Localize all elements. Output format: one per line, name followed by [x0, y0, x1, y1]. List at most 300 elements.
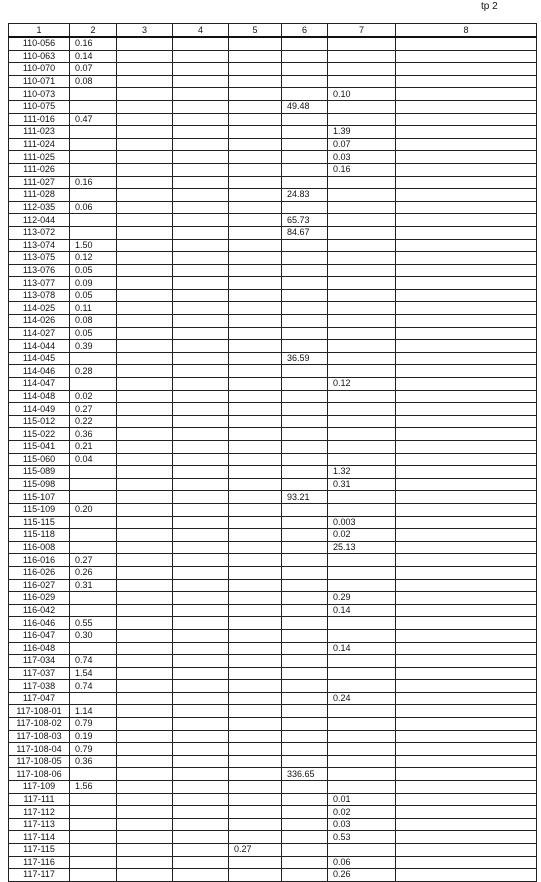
- cell-col-4: [173, 768, 229, 781]
- cell-col-7: 1.39: [328, 126, 396, 139]
- cell-col-8: [396, 844, 537, 857]
- cell-code: 115-098: [9, 478, 70, 491]
- cell-col-4: [173, 352, 229, 365]
- cell-col-6: [282, 378, 328, 391]
- cell-col-3: [117, 302, 173, 315]
- cell-col-6: [282, 579, 328, 592]
- cell-col-4: [173, 856, 229, 869]
- cell-col-8: [396, 415, 537, 428]
- cell-col-6: [282, 403, 328, 416]
- cell-col-3: [117, 680, 173, 693]
- cell-col-6: [282, 113, 328, 126]
- cell-col-8: [396, 781, 537, 794]
- cell-col-8: [396, 718, 537, 731]
- cell-col-7: [328, 37, 396, 50]
- cell-col-2: 0.08: [70, 75, 117, 88]
- table-row: [9, 604, 537, 617]
- table-row: [9, 529, 537, 542]
- cell-col-8: [396, 705, 537, 718]
- cell-col-6: [282, 806, 328, 819]
- cell-col-3: [117, 768, 173, 781]
- table-row: [9, 50, 537, 63]
- cell-col-8: [396, 37, 537, 50]
- table-row: [9, 743, 537, 756]
- cell-col-6: [282, 856, 328, 869]
- cell-code: 111-024: [9, 138, 70, 151]
- table-row: [9, 189, 537, 202]
- cell-col-7: 0.14: [328, 604, 396, 617]
- cell-col-2: 0.47: [70, 113, 117, 126]
- cell-col-6: [282, 63, 328, 76]
- cell-col-5: [229, 869, 282, 882]
- cell-code: 117-047: [9, 692, 70, 705]
- cell-col-5: [229, 239, 282, 252]
- cell-col-4: [173, 176, 229, 189]
- cell-col-2: 0.74: [70, 655, 117, 668]
- table-row: [9, 176, 537, 189]
- cell-col-4: [173, 806, 229, 819]
- cell-col-7: [328, 629, 396, 642]
- cell-col-3: [117, 37, 173, 50]
- cell-col-7: 0.02: [328, 806, 396, 819]
- table-row: [9, 201, 537, 214]
- table-row: [9, 516, 537, 529]
- cell-col-5: [229, 566, 282, 579]
- cell-code: 117-037: [9, 667, 70, 680]
- table-row: [9, 503, 537, 516]
- cell-code: 113-078: [9, 289, 70, 302]
- table-row: [9, 352, 537, 365]
- cell-col-4: [173, 579, 229, 592]
- cell-code: 110-056: [9, 37, 70, 50]
- cell-col-5: [229, 226, 282, 239]
- data-table: [8, 23, 537, 882]
- cell-col-8: [396, 138, 537, 151]
- cell-col-8: [396, 478, 537, 491]
- cell-col-7: 25.13: [328, 541, 396, 554]
- table-row: [9, 100, 537, 113]
- table-row: [9, 289, 537, 302]
- table-row: [9, 491, 537, 504]
- cell-col-8: [396, 226, 537, 239]
- cell-code: 117-108-05: [9, 755, 70, 768]
- cell-col-7: 0.03: [328, 818, 396, 831]
- cell-col-6: [282, 793, 328, 806]
- cell-code: 114-046: [9, 365, 70, 378]
- cell-col-7: [328, 201, 396, 214]
- cell-col-7: [328, 302, 396, 315]
- cell-col-4: [173, 365, 229, 378]
- table-row: [9, 441, 537, 454]
- cell-col-7: [328, 453, 396, 466]
- cell-code: 111-016: [9, 113, 70, 126]
- cell-col-7: 0.003: [328, 516, 396, 529]
- table-row: [9, 566, 537, 579]
- cell-col-3: [117, 629, 173, 642]
- cell-col-6: [282, 428, 328, 441]
- cell-col-8: [396, 113, 537, 126]
- cell-col-2: [70, 138, 117, 151]
- table-row: [9, 63, 537, 76]
- cell-col-7: [328, 579, 396, 592]
- cell-col-8: [396, 566, 537, 579]
- cell-col-5: [229, 554, 282, 567]
- cell-col-6: 93.21: [282, 491, 328, 504]
- cell-col-3: [117, 466, 173, 479]
- table-row: [9, 163, 537, 176]
- cell-col-6: [282, 415, 328, 428]
- cell-code: 116-026: [9, 566, 70, 579]
- table-row: [9, 680, 537, 693]
- cell-col-8: [396, 428, 537, 441]
- cell-col-8: [396, 730, 537, 743]
- cell-col-7: 0.03: [328, 151, 396, 164]
- cell-col-7: [328, 503, 396, 516]
- cell-col-5: [229, 617, 282, 630]
- cell-col-3: [117, 730, 173, 743]
- cell-code: 113-077: [9, 277, 70, 290]
- cell-col-3: [117, 151, 173, 164]
- table-row: [9, 718, 537, 731]
- cell-col-8: [396, 75, 537, 88]
- cell-col-4: [173, 730, 229, 743]
- cell-col-5: [229, 503, 282, 516]
- cell-col-5: [229, 302, 282, 315]
- cell-col-8: [396, 151, 537, 164]
- cell-col-7: [328, 730, 396, 743]
- cell-col-7: [328, 289, 396, 302]
- cell-col-5: [229, 592, 282, 605]
- cell-col-8: [396, 403, 537, 416]
- cell-col-7: [328, 327, 396, 340]
- cell-col-8: [396, 352, 537, 365]
- cell-col-3: [117, 831, 173, 844]
- cell-col-6: [282, 478, 328, 491]
- cell-col-3: [117, 554, 173, 567]
- cell-col-3: [117, 138, 173, 151]
- cell-code: 117-108-01: [9, 705, 70, 718]
- cell-col-2: [70, 869, 117, 882]
- page-label: tp 2: [481, 1, 498, 12]
- cell-code: 115-060: [9, 453, 70, 466]
- cell-col-2: 0.74: [70, 680, 117, 693]
- cell-code: 117-034: [9, 655, 70, 668]
- cell-code: 117-108-06: [9, 768, 70, 781]
- cell-col-3: [117, 541, 173, 554]
- cell-col-3: [117, 441, 173, 454]
- cell-col-7: [328, 415, 396, 428]
- cell-col-5: [229, 781, 282, 794]
- cell-col-3: [117, 126, 173, 139]
- cell-col-2: 0.04: [70, 453, 117, 466]
- cell-col-7: [328, 365, 396, 378]
- cell-code: 111-026: [9, 163, 70, 176]
- cell-col-7: 0.06: [328, 856, 396, 869]
- table-row: [9, 113, 537, 126]
- cell-col-5: [229, 655, 282, 668]
- table-row: [9, 37, 537, 50]
- column-header-5: 5: [229, 24, 282, 38]
- cell-col-7: 0.10: [328, 88, 396, 101]
- table-row: [9, 579, 537, 592]
- cell-col-5: [229, 768, 282, 781]
- cell-col-8: [396, 680, 537, 693]
- cell-code: 110-075: [9, 100, 70, 113]
- cell-col-8: [396, 327, 537, 340]
- cell-code: 114-025: [9, 302, 70, 315]
- cell-col-5: [229, 403, 282, 416]
- cell-col-4: [173, 491, 229, 504]
- cell-col-3: [117, 264, 173, 277]
- cell-col-6: 49.48: [282, 100, 328, 113]
- cell-col-6: 84.67: [282, 226, 328, 239]
- cell-col-3: [117, 239, 173, 252]
- cell-col-4: [173, 617, 229, 630]
- cell-code: 114-047: [9, 378, 70, 391]
- cell-col-8: [396, 604, 537, 617]
- cell-col-2: 1.56: [70, 781, 117, 794]
- cell-col-4: [173, 705, 229, 718]
- cell-col-6: 336.65: [282, 768, 328, 781]
- column-header-3: 3: [117, 24, 173, 38]
- cell-col-5: [229, 252, 282, 265]
- cell-col-8: [396, 503, 537, 516]
- column-header-1: 1: [9, 24, 70, 38]
- cell-col-8: [396, 176, 537, 189]
- cell-col-3: [117, 793, 173, 806]
- cell-col-7: [328, 50, 396, 63]
- cell-col-5: [229, 478, 282, 491]
- cell-col-2: 1.50: [70, 239, 117, 252]
- cell-col-7: [328, 214, 396, 227]
- cell-col-2: 0.08: [70, 315, 117, 328]
- cell-col-8: [396, 667, 537, 680]
- cell-col-4: [173, 50, 229, 63]
- cell-col-4: [173, 214, 229, 227]
- cell-code: 117-112: [9, 806, 70, 819]
- cell-code: 111-028: [9, 189, 70, 202]
- cell-col-8: [396, 554, 537, 567]
- cell-col-5: [229, 667, 282, 680]
- cell-col-4: [173, 163, 229, 176]
- cell-col-7: [328, 617, 396, 630]
- cell-col-5: [229, 818, 282, 831]
- cell-col-2: 0.79: [70, 718, 117, 731]
- cell-col-6: [282, 138, 328, 151]
- cell-col-7: [328, 352, 396, 365]
- cell-code: 117-113: [9, 818, 70, 831]
- table-row: [9, 264, 537, 277]
- table-row: [9, 327, 537, 340]
- cell-col-4: [173, 201, 229, 214]
- cell-col-3: [117, 755, 173, 768]
- cell-col-2: [70, 592, 117, 605]
- cell-col-4: [173, 390, 229, 403]
- cell-col-5: [229, 453, 282, 466]
- cell-col-3: [117, 604, 173, 617]
- cell-col-3: [117, 390, 173, 403]
- table-row: [9, 730, 537, 743]
- cell-col-4: [173, 264, 229, 277]
- cell-col-5: [229, 277, 282, 290]
- cell-col-3: [117, 189, 173, 202]
- cell-col-7: 0.07: [328, 138, 396, 151]
- cell-col-5: [229, 793, 282, 806]
- cell-col-7: [328, 718, 396, 731]
- cell-col-2: [70, 163, 117, 176]
- cell-col-5: [229, 441, 282, 454]
- table-row: [9, 214, 537, 227]
- cell-col-5: [229, 214, 282, 227]
- cell-col-2: [70, 604, 117, 617]
- cell-code: 114-027: [9, 327, 70, 340]
- cell-col-6: [282, 327, 328, 340]
- table-row: [9, 755, 537, 768]
- table-row: [9, 705, 537, 718]
- cell-col-6: [282, 667, 328, 680]
- cell-col-6: 65.73: [282, 214, 328, 227]
- cell-code: 110-071: [9, 75, 70, 88]
- table-row: [9, 428, 537, 441]
- table-row: [9, 642, 537, 655]
- cell-col-2: 0.20: [70, 503, 117, 516]
- cell-col-8: [396, 100, 537, 113]
- cell-col-4: [173, 869, 229, 882]
- table-row: [9, 541, 537, 554]
- cell-col-2: 0.16: [70, 176, 117, 189]
- cell-col-3: [117, 415, 173, 428]
- column-header-2: 2: [70, 24, 117, 38]
- cell-col-8: [396, 88, 537, 101]
- cell-col-7: 0.24: [328, 692, 396, 705]
- cell-col-7: 0.53: [328, 831, 396, 844]
- table-row: [9, 453, 537, 466]
- cell-code: 115-022: [9, 428, 70, 441]
- cell-col-8: [396, 541, 537, 554]
- cell-col-5: [229, 629, 282, 642]
- cell-col-6: [282, 755, 328, 768]
- cell-col-7: [328, 390, 396, 403]
- cell-col-2: 0.27: [70, 554, 117, 567]
- cell-col-4: [173, 403, 229, 416]
- cell-col-4: [173, 88, 229, 101]
- table-row: [9, 781, 537, 794]
- cell-col-6: [282, 365, 328, 378]
- cell-col-3: [117, 277, 173, 290]
- cell-col-7: [328, 264, 396, 277]
- table-row: [9, 592, 537, 605]
- cell-col-2: 0.06: [70, 201, 117, 214]
- cell-col-6: [282, 705, 328, 718]
- table-row: [9, 818, 537, 831]
- cell-col-7: [328, 176, 396, 189]
- cell-col-8: [396, 793, 537, 806]
- cell-col-4: [173, 818, 229, 831]
- table-row: [9, 226, 537, 239]
- cell-col-3: [117, 781, 173, 794]
- cell-col-8: [396, 277, 537, 290]
- cell-col-2: [70, 352, 117, 365]
- cell-col-6: [282, 277, 328, 290]
- cell-col-8: [396, 466, 537, 479]
- cell-col-4: [173, 667, 229, 680]
- cell-col-3: [117, 378, 173, 391]
- table-row: [9, 768, 537, 781]
- cell-col-8: [396, 592, 537, 605]
- cell-code: 114-049: [9, 403, 70, 416]
- cell-col-3: [117, 315, 173, 328]
- cell-col-7: [328, 655, 396, 668]
- cell-code: 113-072: [9, 226, 70, 239]
- cell-col-5: [229, 541, 282, 554]
- cell-code: 117-109: [9, 781, 70, 794]
- cell-col-7: 0.01: [328, 793, 396, 806]
- cell-col-2: 0.27: [70, 403, 117, 416]
- cell-code: 117-117: [9, 869, 70, 882]
- cell-col-8: [396, 340, 537, 353]
- cell-col-6: [282, 592, 328, 605]
- cell-col-4: [173, 428, 229, 441]
- cell-col-2: [70, 818, 117, 831]
- cell-col-2: [70, 126, 117, 139]
- cell-col-4: [173, 340, 229, 353]
- cell-code: 112-044: [9, 214, 70, 227]
- cell-col-2: [70, 806, 117, 819]
- cell-col-4: [173, 252, 229, 265]
- cell-col-5: [229, 692, 282, 705]
- cell-col-5: [229, 604, 282, 617]
- cell-col-3: [117, 718, 173, 731]
- table-row: [9, 554, 537, 567]
- cell-col-2: 1.14: [70, 705, 117, 718]
- cell-col-5: [229, 806, 282, 819]
- cell-col-5: [229, 516, 282, 529]
- cell-col-4: [173, 37, 229, 50]
- cell-col-3: [117, 453, 173, 466]
- table-row: [9, 88, 537, 101]
- cell-col-3: [117, 201, 173, 214]
- cell-col-4: [173, 126, 229, 139]
- cell-col-6: [282, 315, 328, 328]
- cell-col-5: [229, 680, 282, 693]
- cell-col-6: 36.59: [282, 352, 328, 365]
- cell-col-8: [396, 655, 537, 668]
- cell-col-3: [117, 252, 173, 265]
- cell-col-2: [70, 793, 117, 806]
- cell-col-4: [173, 781, 229, 794]
- cell-code: 113-075: [9, 252, 70, 265]
- cell-col-8: [396, 63, 537, 76]
- cell-col-2: [70, 100, 117, 113]
- cell-code: 116-048: [9, 642, 70, 655]
- cell-code: 117-115: [9, 844, 70, 857]
- cell-col-2: 0.05: [70, 264, 117, 277]
- cell-code: 117-116: [9, 856, 70, 869]
- cell-col-2: [70, 831, 117, 844]
- cell-col-8: [396, 692, 537, 705]
- cell-col-2: 1.54: [70, 667, 117, 680]
- cell-col-8: [396, 516, 537, 529]
- cell-col-7: [328, 554, 396, 567]
- cell-col-7: [328, 63, 396, 76]
- cell-col-4: [173, 63, 229, 76]
- cell-col-5: [229, 176, 282, 189]
- cell-col-5: [229, 163, 282, 176]
- cell-col-4: [173, 642, 229, 655]
- cell-col-5: [229, 856, 282, 869]
- table-row: [9, 844, 537, 857]
- cell-col-4: [173, 478, 229, 491]
